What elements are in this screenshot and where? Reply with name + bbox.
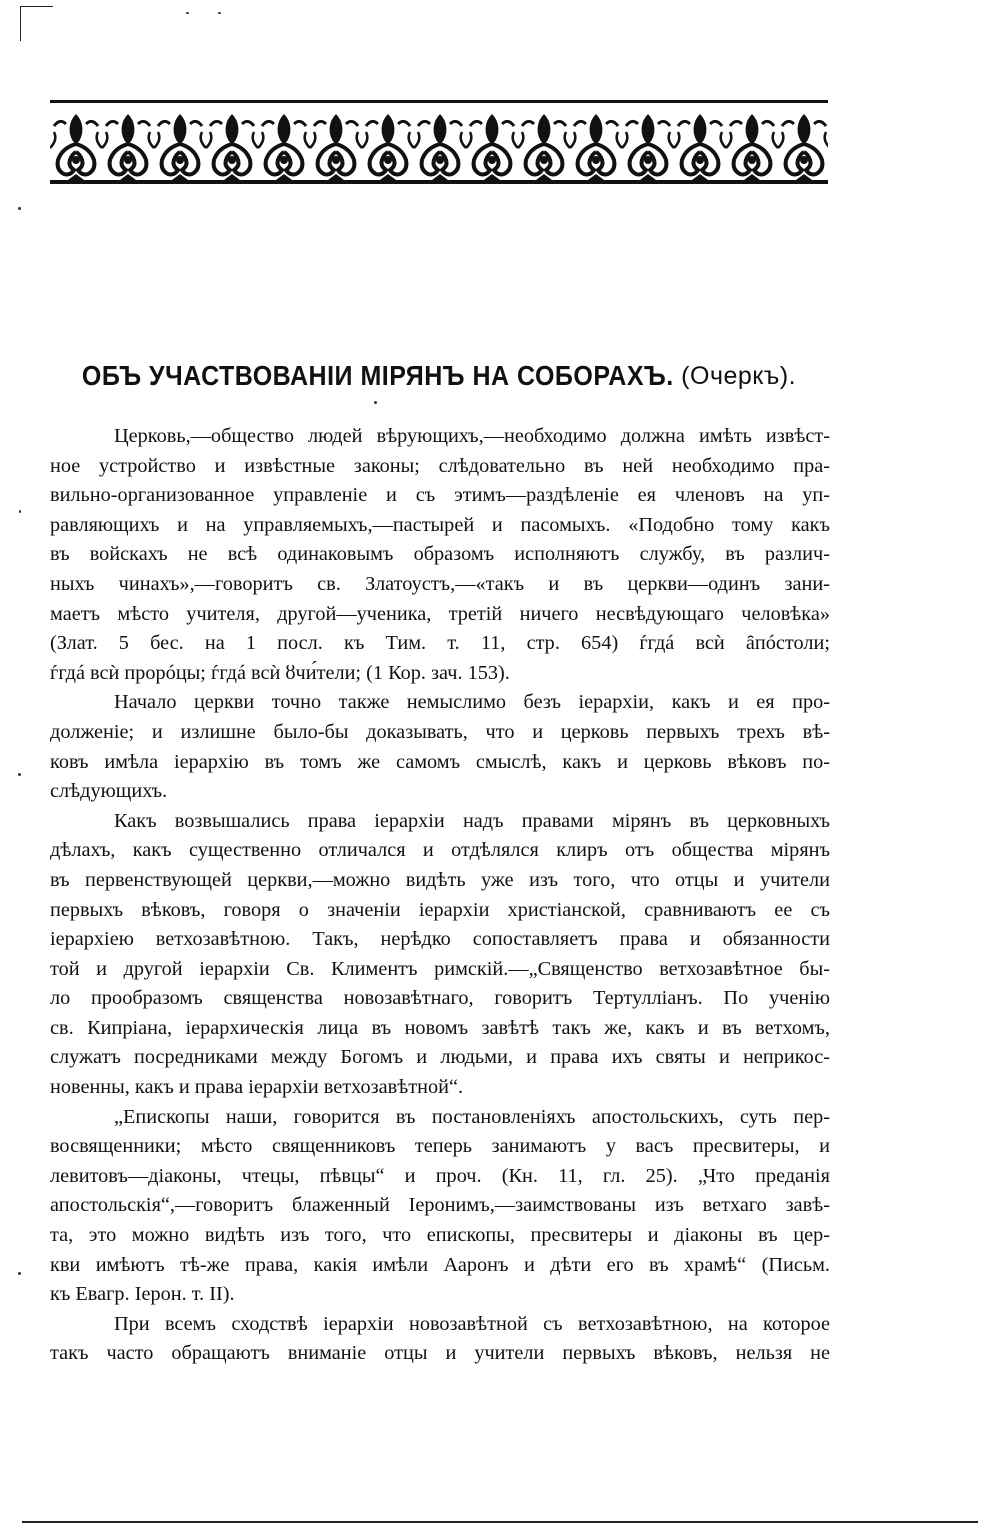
corner-crop-mark [20, 6, 53, 41]
text-line: кви имѣютъ тѣ-же права, какія имѣли Ааронъ и дѣти его въ храмѣ“ (Письм. [50, 1253, 830, 1276]
text-line: той и другой іерархіи Св. Климентъ римскій.—„Священство ветхозавѣтное бы- [50, 957, 830, 980]
text-line: вильно-организованное управленіе и съ этимъ—раздѣленіе ея членовъ на уп- [50, 484, 830, 507]
print-speck [186, 12, 189, 14]
text-line: св. Кипріана, іерархическія лица въ новомъ завѣтѣ такъ же, какъ и въ ветхомъ, [50, 1016, 830, 1039]
text-line: ныхъ чинахъ»,—говоритъ св. Златоустъ,—«такъ и въ церкви—одинъ зани- [50, 572, 830, 595]
print-speck [18, 207, 21, 210]
text-line: ло прообразомъ священства новозавѣтнаго, говоритъ Тертулліанъ. По ученію [50, 987, 830, 1010]
ornament-motif [570, 114, 622, 180]
ornament-motif [414, 114, 466, 180]
text-line: При всемъ сходствѣ іерархіи новозавѣтной съ ветхозавѣтною, на которое [114, 1312, 830, 1335]
text-line: ное устройство и извѣстные законы; слѣдовательно въ ней необходимо пра- [50, 454, 830, 477]
paragraph [50, 422, 830, 688]
article-title [50, 362, 828, 391]
text-line: восвященники; мѣсто священниковъ теперь занимаютъ у васъ пресвитеры, и [50, 1135, 830, 1158]
text-line: та, это можно видѣть изъ того, что епископы, пресвитеры и діаконы въ цер- [50, 1224, 830, 1247]
ornament-motif [362, 114, 414, 180]
article-title-subtitle: (Очеркъ). [681, 362, 797, 390]
print-speck [18, 1272, 21, 1275]
ornament-motif [518, 114, 570, 180]
ornament-motif [622, 114, 674, 180]
text-line: долженіе; и излишне было-бы доказывать, что и церковь первыхъ трехъ вѣ- [50, 720, 830, 743]
text-line: левитовъ—діаконы, чтецы, пѣвцы“ и проч. (Кн. 11, гл. 25). „Что преданія [50, 1164, 830, 1187]
text-line: ковъ имѣла іерархію въ томъ же самомъ смыслѣ, какъ и церковь вѣковъ по- [50, 750, 830, 773]
text-line: новенны, какъ и права іерархіи ветхозавѣтной“. [50, 1076, 464, 1099]
print-speck [18, 773, 21, 776]
ornament-motif [466, 114, 518, 180]
text-line: апостольскія“,—говоритъ блаженный Іеронимъ,—заимствованы изъ ветхаго завѣ- [50, 1194, 830, 1217]
text-line: (Злат. 5 бес. на 1 посл. къ Тим. т. 11, стр. 654) ѓгдá всѝ ȃпóстоли; [50, 632, 830, 655]
text-line: служатъ посредниками между Богомъ и людьми, и права ихъ святы и неприкос- [50, 1046, 830, 1069]
article-title-main: ОБЪ УЧАСТВОВАНІИ МІРЯНЪ НА СОБОРАХЪ. [81, 360, 674, 392]
paragraph [50, 688, 830, 806]
paragraph [50, 1310, 830, 1369]
text-line: слѣдующихъ. [50, 780, 168, 803]
ornament-motif [102, 114, 154, 180]
text-line: „Епископы наши, говорится въ постановленіяхъ апостольскихъ, суть пер- [114, 1105, 830, 1128]
ornament-motif [310, 114, 362, 180]
bottom-rule [22, 1521, 978, 1523]
ornament-motif [154, 114, 206, 180]
decorative-headpiece [50, 100, 828, 184]
ornament-motif [258, 114, 310, 180]
text-line: дѣлахъ, какъ существенно отличался и отдѣлялся клиръ отъ общества мірянъ [50, 839, 830, 862]
text-line: такъ часто обращаютъ вниманіе отцы и учители первыхъ вѣковъ, нельзя не [50, 1342, 830, 1365]
ornament-motif [674, 114, 726, 180]
ornament-motif [206, 114, 258, 180]
text-line: къ Евагр. Іерон. т. II). [50, 1283, 235, 1306]
ornament-motif [778, 114, 828, 180]
paragraph [50, 1103, 830, 1310]
text-line: іерархіею ветхозавѣтною. Такъ, нерѣдко сопоставляетъ права и обязанности [50, 928, 830, 951]
text-line: маетъ мѣсто учителя, другой—ученика, третій ничего несвѣдующаго человѣка» [50, 602, 830, 625]
text-line: въ первенствующей церкви,—можно видѣть уже изъ того, что отцы и учители [50, 868, 830, 891]
text-line: ѓгдá всѝ прорóцы; ѓгдá всѝ ȣчи́тели; (1 Кор. зач. 153). [50, 661, 510, 684]
paragraph [50, 807, 830, 1103]
print-speck [218, 12, 221, 14]
text-line: равляющихъ и на управляемыхъ,—пастырей и пасомыхъ. «Подобно тому какъ [50, 513, 830, 536]
print-speck [19, 510, 21, 513]
text-line: Начало церкви точно также немыслимо безъ іерархіи, какъ и ея про- [114, 691, 830, 714]
text-line: первыхъ вѣковъ, говоря о значеніи іерархіи христіанской, сравниваютъ ее съ [50, 898, 830, 921]
text-line: Какъ возвышались права іерархіи надъ правами мірянъ въ церковныхъ [114, 809, 830, 832]
ornament-motif [50, 114, 102, 180]
text-line: въ войскахъ не всѣ одинаковымъ образомъ исполняютъ службу, въ различ- [50, 543, 830, 566]
print-speck [374, 401, 377, 404]
text-line: Церковь,—общество людей вѣрующихъ,—необходимо должна имѣть извѣст- [114, 425, 830, 447]
article-body [50, 422, 830, 1369]
ornament-motif [726, 114, 778, 180]
